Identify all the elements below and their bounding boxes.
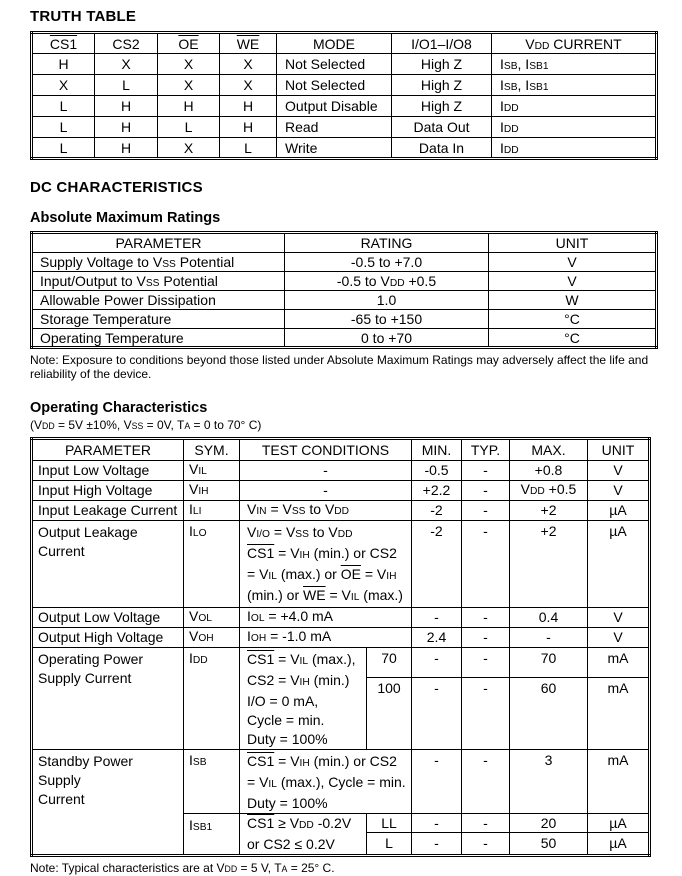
unit-cell: µA [588, 521, 650, 608]
conditions-part-1: CS1 = VIL (max.), CS2 = VIH (min.) [247, 651, 356, 688]
typ-cell: - [462, 481, 510, 501]
table-cell: L [32, 117, 95, 138]
max-cell: 70 [510, 648, 588, 678]
max-cell: 20 [510, 814, 588, 833]
typ-cell: - [462, 678, 510, 750]
table-cell: Storage Temperature [32, 310, 285, 329]
table-cell: X [220, 75, 277, 96]
table-cell: W [489, 291, 657, 310]
column-header-oe: $\overline{OE}$ [158, 33, 220, 54]
column-header-vdd-current: VDD CURRENT [492, 33, 657, 54]
unit-cell: V [588, 608, 650, 628]
typ-cell: - [462, 628, 510, 648]
truth-table-title: TRUTH TABLE [30, 8, 137, 25]
parameter-cell: Operating Power Supply Current [32, 648, 184, 750]
table-cell: X [32, 75, 95, 96]
typ-cell: - [462, 521, 510, 608]
operating-characteristics-table [30, 437, 651, 857]
max-cell: +0.8 [510, 461, 588, 481]
speed-grade-cell: 100 [367, 678, 412, 750]
column-header-unit: UNIT [489, 233, 657, 253]
table-row [32, 521, 650, 608]
table-cell: °C [489, 310, 657, 329]
max-cell: 60 [510, 678, 588, 750]
table-cell: -65 to +150 [285, 310, 489, 329]
absolute-maximum-ratings-title: Absolute Maximum Ratings [30, 210, 221, 226]
operating-note: Note: Typical characteristics are at VDD = 5 V, TA = 25° C. [30, 861, 335, 875]
table-cell: H [220, 117, 277, 138]
table-row [32, 501, 650, 521]
typ-cell: - [462, 833, 510, 856]
table-cell: High Z [392, 54, 492, 75]
column-header-parameter: PARAMETER [32, 439, 184, 461]
table-cell: Operating Temperature [32, 329, 285, 348]
table-cell: L [158, 117, 220, 138]
table-cell: 1.0 [285, 291, 489, 310]
table-row [32, 310, 657, 329]
parameter-cell: Input Leakage Current [32, 501, 184, 521]
min-cell: - [412, 814, 462, 833]
truth-table-header-row [32, 33, 657, 54]
unit-cell: V [588, 481, 650, 501]
typ-cell: - [462, 814, 510, 833]
table-cell: High Z [392, 96, 492, 117]
symbol-cell: VIH [184, 481, 240, 501]
absolute-maximum-ratings-table [30, 231, 658, 349]
min-cell: - [412, 750, 462, 814]
amr-header-row [32, 233, 657, 253]
column-header-io: I/O1–I/O8 [392, 33, 492, 54]
table-cell: H [220, 96, 277, 117]
min-cell: 2.4 [412, 628, 462, 648]
amr-note: Note: Exposure to conditions beyond those listed under Absolute Maximum Ratings may adversely affect the life and reliability of the device. [30, 353, 649, 381]
table-cell: °C [489, 329, 657, 348]
table-row [32, 253, 657, 272]
max-cell: - [510, 628, 588, 648]
symbol-cell: ILO [184, 521, 240, 608]
column-header-rating: RATING [285, 233, 489, 253]
symbol-cell: VOL [184, 608, 240, 628]
conditions-cell: VI/O = VSS to VDD CS1 = VIH (min.) or CS2 = VIL (max.) or $\overline{OE}$ = VIH (min.) or $\overline{WE}$ = VIL (max.) [240, 521, 412, 608]
conditions-cell: CS1 ≥ VDD -0.2V or CS2 ≤ 0.2V [240, 814, 367, 856]
conditions-cell: IOH = -1.0 mA [240, 628, 412, 648]
column-header-test-conditions: TEST CONDITIONS [240, 439, 412, 461]
table-cell: -0.5 to VDD +0.5 [285, 272, 489, 291]
table-cell: X [220, 54, 277, 75]
conditions-cell: - [240, 461, 412, 481]
dc-characteristics-title: DC CHARACTERISTICS [30, 179, 203, 196]
conditions-part-2: I/O = 0 mA, Cycle = min. Duty = 100% [247, 693, 328, 747]
table-cell: X [95, 54, 158, 75]
typ-cell: - [462, 648, 510, 678]
conditions-cell: IOL = +4.0 mA [240, 608, 412, 628]
max-cell: +2 [510, 501, 588, 521]
min-cell: - [412, 648, 462, 678]
conditions-cell: - [240, 481, 412, 501]
oc-header-row [32, 439, 650, 461]
column-header-typ: TYP. [462, 439, 510, 461]
column-header-parameter: PARAMETER [32, 233, 285, 253]
column-header-min: MIN. [412, 439, 462, 461]
table-cell: ISB, ISB1 [492, 54, 657, 75]
column-header-symbol: SYM. [184, 439, 240, 461]
table-cell: Write [277, 138, 392, 159]
table-row [32, 461, 650, 481]
table-cell: Data Out [392, 117, 492, 138]
table-cell: L [32, 138, 95, 159]
typ-cell: - [462, 501, 510, 521]
parameter-cell: Output High Voltage [32, 628, 184, 648]
table-cell: X [158, 54, 220, 75]
symbol-cell: VOH [184, 628, 240, 648]
typ-cell: - [462, 750, 510, 814]
operating-test-setup: (VDD = 5V ±10%, VSS = 0V, TA = 0 to 70° C) [30, 418, 262, 432]
symbol-cell: ILI [184, 501, 240, 521]
table-cell: Not Selected [277, 75, 392, 96]
unit-cell: mA [588, 750, 650, 814]
typ-cell: - [462, 608, 510, 628]
table-row-isb [32, 750, 650, 814]
max-cell: +2 [510, 521, 588, 608]
min-cell: -0.5 [412, 461, 462, 481]
table-cell: IDD [492, 96, 657, 117]
table-cell: 0 to +70 [285, 329, 489, 348]
table-cell: Output Disable [277, 96, 392, 117]
column-header-unit: UNIT [588, 439, 650, 461]
table-cell: H [95, 96, 158, 117]
operating-characteristics-title: Operating Characteristics [30, 400, 208, 416]
speed-grade-cell: L [367, 833, 412, 856]
unit-cell: V [588, 628, 650, 648]
table-row [32, 75, 657, 96]
unit-cell: mA [588, 648, 650, 678]
typ-cell: - [462, 461, 510, 481]
symbol-cell: VIL [184, 461, 240, 481]
table-cell: L [32, 96, 95, 117]
min-cell: -2 [412, 501, 462, 521]
table-row [32, 329, 657, 348]
min-cell: - [412, 678, 462, 750]
column-header-mode: MODE [277, 33, 392, 54]
column-header-we: $\overline{WE}$ [220, 33, 277, 54]
truth-table [30, 31, 658, 160]
table-row [32, 608, 650, 628]
min-cell: -2 [412, 521, 462, 608]
parameter-cell: Input Low Voltage [32, 461, 184, 481]
table-cell: H [95, 117, 158, 138]
table-cell: Supply Voltage to VSS Potential [32, 253, 285, 272]
table-row [32, 481, 650, 501]
table-cell: Allowable Power Dissipation [32, 291, 285, 310]
table-cell: IDD [492, 138, 657, 159]
symbol-cell: ISB [184, 750, 240, 814]
table-cell: Input/Output to VSS Potential [32, 272, 285, 291]
max-cell: 0.4 [510, 608, 588, 628]
max-cell: 50 [510, 833, 588, 856]
max-cell: 3 [510, 750, 588, 814]
table-row [32, 291, 657, 310]
table-cell: IDD [492, 117, 657, 138]
speed-grade-cell: LL [367, 814, 412, 833]
table-cell: Not Selected [277, 54, 392, 75]
symbol-cell: ISB1 [184, 814, 240, 856]
min-cell: - [412, 608, 462, 628]
conditions-cell: VIN = VSS to VDD [240, 501, 412, 521]
table-cell: ISB, ISB1 [492, 75, 657, 96]
table-cell: Read [277, 117, 392, 138]
table-row [32, 117, 657, 138]
unit-cell: mA [588, 678, 650, 750]
table-cell: -0.5 to +7.0 [285, 253, 489, 272]
table-cell: L [95, 75, 158, 96]
unit-cell: V [588, 461, 650, 481]
column-header-max: MAX. [510, 439, 588, 461]
table-row [32, 54, 657, 75]
table-cell: H [32, 54, 95, 75]
min-cell: - [412, 833, 462, 856]
max-cell: VDD +0.5 [510, 481, 588, 501]
table-cell: V [489, 272, 657, 291]
table-row [32, 96, 657, 117]
table-row [32, 628, 650, 648]
parameter-cell: Standby Power Supply Current [32, 750, 184, 856]
column-header-cs2: CS2 [95, 33, 158, 54]
conditions-cell [240, 648, 367, 750]
table-cell: H [158, 96, 220, 117]
conditions-cell: CS1 = VIH (min.) or CS2 = VIL (max.), Cycle = min. Duty = 100% [240, 750, 412, 814]
unit-cell: µA [588, 814, 650, 833]
table-row-idd-70 [32, 648, 650, 678]
table-row [32, 272, 657, 291]
table-cell: H [95, 138, 158, 159]
table-cell: X [158, 138, 220, 159]
parameter-cell: Output Low Voltage [32, 608, 184, 628]
symbol-cell: IDD [184, 648, 240, 750]
min-cell: +2.2 [412, 481, 462, 501]
table-cell: V [489, 253, 657, 272]
table-cell: Data In [392, 138, 492, 159]
table-cell: X [158, 75, 220, 96]
table-row [32, 138, 657, 159]
speed-grade-cell: 70 [367, 648, 412, 678]
unit-cell: µA [588, 501, 650, 521]
column-header-cs1: CS1 [32, 33, 95, 54]
parameter-cell: Input High Voltage [32, 481, 184, 501]
table-cell: High Z [392, 75, 492, 96]
unit-cell: µA [588, 833, 650, 856]
parameter-cell: Output Leakage Current [32, 521, 184, 608]
table-cell: L [220, 138, 277, 159]
